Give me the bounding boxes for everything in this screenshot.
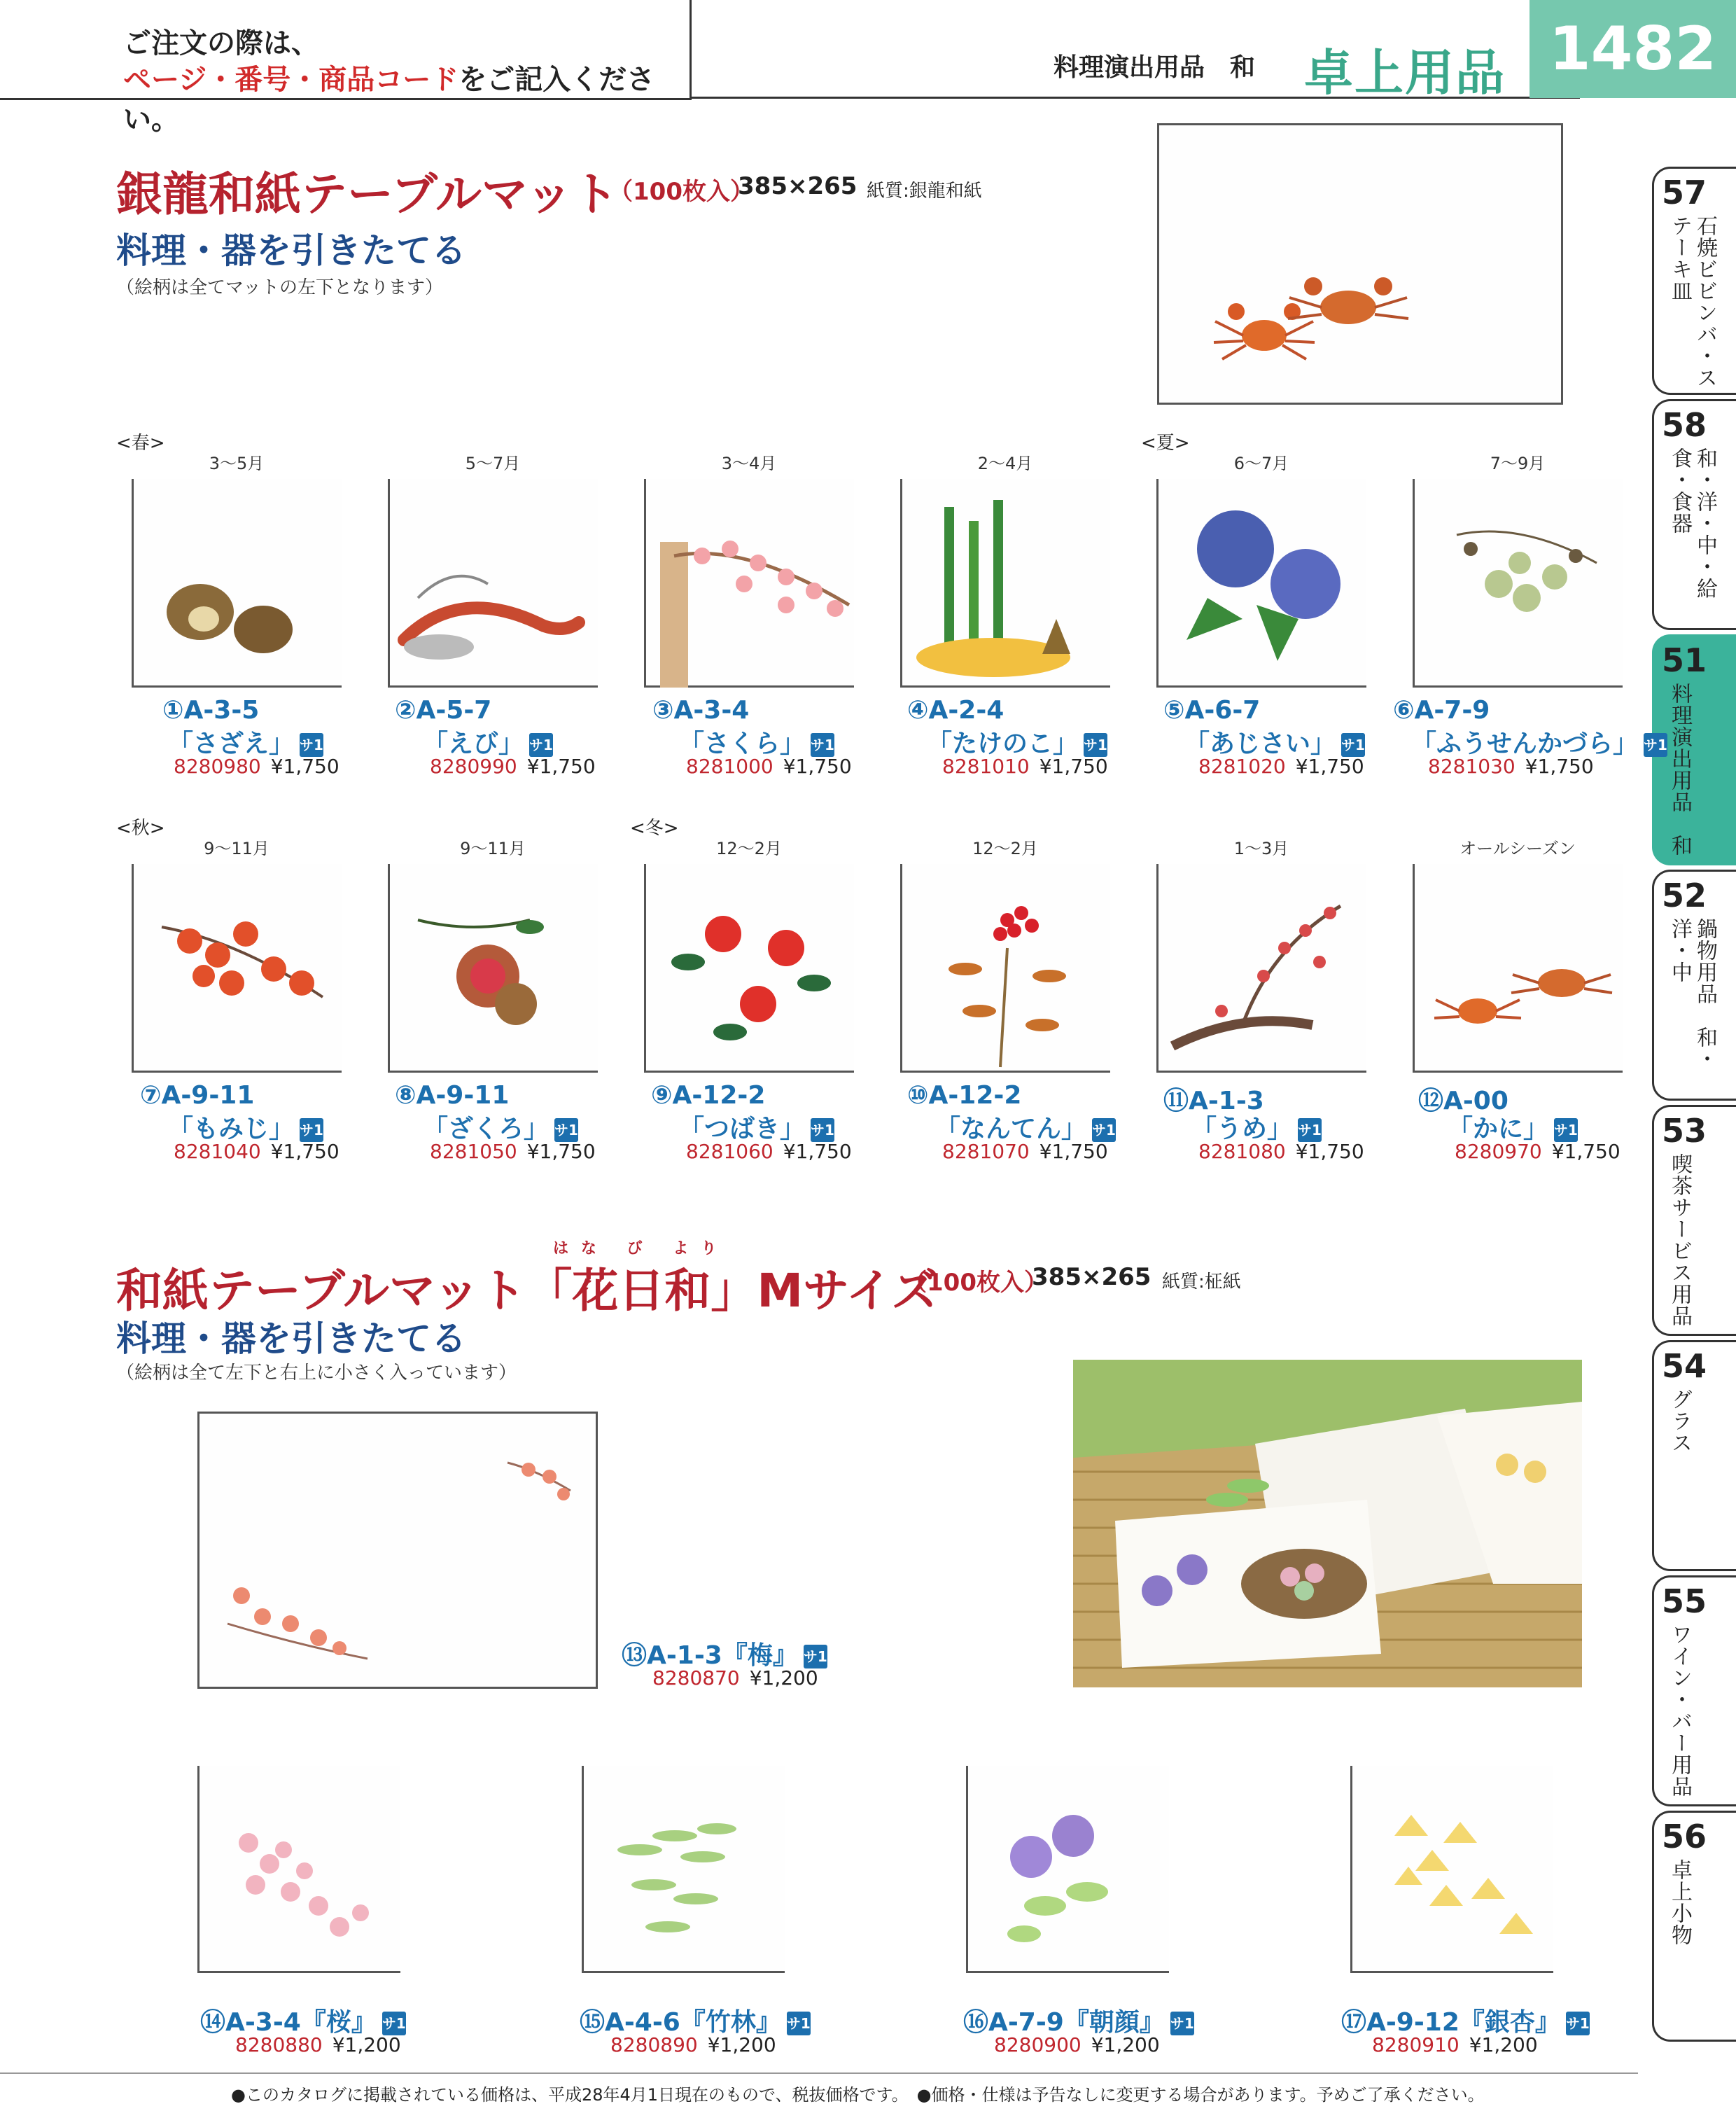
mat-tsubaki — [644, 864, 854, 1073]
mat-ume — [1156, 864, 1366, 1073]
service-badge-icon: サ1 — [1554, 1118, 1578, 1142]
item-price — [942, 1140, 1108, 1163]
side-tab-label: ワイン・バー用品 — [1667, 1624, 1692, 1797]
ume-hanabiyori-illustration — [200, 1414, 600, 1691]
order-note-line2 — [123, 57, 690, 137]
service-badge-icon: サ1 — [300, 1118, 323, 1142]
mat-icho-hanabiyori — [1350, 1766, 1553, 1973]
service-badge-icon: サ1 — [382, 2012, 406, 2035]
item-months: 3～5月 — [209, 454, 265, 473]
item-name-text: 「うめ」 — [1191, 1115, 1293, 1143]
item-code: ④A-2-4 — [907, 696, 1004, 725]
product-code: 8281010 — [942, 755, 1030, 778]
mat-chikurin-hanabiyori — [582, 1766, 785, 1973]
price-value: ¥1,750 — [526, 1140, 596, 1163]
item-months: 9～11月 — [460, 839, 526, 858]
item-months: 5～7月 — [465, 454, 521, 473]
season-spring-label: <春> — [116, 433, 165, 454]
item-price — [942, 755, 1108, 778]
side-tab-number: 55 — [1661, 1582, 1707, 1620]
item-name-text: 「ざくろ」 — [423, 1115, 550, 1143]
item-months: 12～2月 — [716, 839, 782, 858]
order-note-rest: をご記入ください。 — [123, 64, 655, 136]
item-price — [686, 755, 852, 778]
item-price — [1428, 755, 1594, 778]
item-months: 1～3月 — [1233, 839, 1289, 858]
product-code: 8281080 — [1198, 1140, 1286, 1163]
side-tab-number: 51 — [1661, 641, 1707, 679]
item-months: 9～11月 — [204, 839, 270, 858]
service-badge-icon: サ1 — [1298, 1118, 1322, 1142]
side-tab-56[interactable] — [1652, 1811, 1736, 2042]
mat-fusenkazura — [1413, 479, 1623, 688]
item-price — [994, 2033, 1160, 2056]
section2-tagline: 料理・器を引きたてる — [116, 1318, 466, 1359]
mat-ebi — [388, 479, 598, 688]
item-code: ⑤A-6-7 — [1163, 696, 1261, 725]
side-tab-label: 喫茶サービス用品 — [1667, 1153, 1692, 1327]
section1-size: 385×265 — [738, 172, 858, 200]
footer-rule — [0, 2072, 1638, 2074]
kani-illustration — [1415, 864, 1625, 1073]
footer-note: ●このカタログに掲載されている価格は、平成28年4月1日現在のもので、税抜価格です。 ●価格・仕様は予告なしに変更する場合があります。予めご了承ください。 — [231, 2085, 1485, 2105]
service-badge-icon: サ1 — [300, 733, 323, 757]
item-name-text: 「たけのこ」 — [927, 730, 1079, 758]
product-code: 8281050 — [430, 1140, 517, 1163]
item-name-text: 「かに」 — [1448, 1115, 1549, 1143]
item-code: ⑥A-7-9 — [1393, 696, 1490, 725]
price-value: ¥1,200 — [707, 2033, 776, 2056]
product-code: 8281060 — [686, 1140, 774, 1163]
item-price — [174, 1140, 340, 1163]
side-tab-number: 57 — [1661, 174, 1707, 211]
service-badge-icon: サ1 — [554, 1118, 578, 1142]
side-tab-label: 鍋物用品 和・洋・中 — [1667, 918, 1717, 1070]
side-tab-number: 54 — [1661, 1347, 1707, 1385]
service-badge-icon: サ1 — [1644, 733, 1667, 757]
mat-nanten — [900, 864, 1110, 1073]
price-value: ¥1,750 — [1295, 755, 1364, 778]
ume-illustration — [1158, 864, 1368, 1073]
section2-material: 紙質:柾紙 — [1162, 1271, 1241, 1293]
product-code: 8281040 — [174, 1140, 261, 1163]
product-photo — [1073, 1360, 1582, 1687]
page-number: 1482 — [1530, 0, 1736, 98]
side-tab-label: グラス — [1667, 1388, 1692, 1454]
price-value: ¥1,750 — [1295, 1140, 1364, 1163]
ajisai-illustration — [1158, 479, 1368, 688]
side-tab-label: 和・洋・中・給食・食器 — [1667, 447, 1717, 599]
mat-asagao-hanabiyori — [966, 1766, 1169, 1973]
product-code: 8280910 — [1372, 2033, 1460, 2056]
sample-mat-crab — [1157, 123, 1563, 405]
mat-zakuro — [388, 864, 598, 1073]
item-months: 7～9月 — [1490, 454, 1546, 473]
momiji-illustration — [134, 864, 344, 1073]
item-code: ⑫A-00 — [1418, 1087, 1508, 1115]
price-value: ¥1,200 — [332, 2033, 401, 2056]
section2-qty: （100枚入） — [903, 1269, 1048, 1297]
side-tab-label: 石焼ビビンバ・ステーキ皿 — [1667, 215, 1717, 389]
side-tab-number: 52 — [1661, 877, 1707, 914]
item-code-text: ⑭A-3-4『桜』 — [200, 2008, 377, 2037]
item-name-text: 「つばき」 — [679, 1115, 806, 1143]
header-subtitle: 料理演出用品 和 — [1054, 53, 1256, 82]
item-code: ⑧A-9-11 — [395, 1081, 510, 1110]
price-value: ¥1,750 — [270, 1140, 340, 1163]
price-value: ¥1,200 — [1091, 2033, 1160, 2056]
table-setting-photo — [1073, 1360, 1582, 1687]
mat-kani — [1413, 864, 1623, 1073]
item-price — [235, 2033, 401, 2056]
product-code: 8280870 — [652, 1666, 740, 1689]
mat-takenoko — [900, 479, 1110, 688]
season-winter-label: <冬> — [630, 818, 679, 839]
section2-title: 和紙テーブルマット「花日和」Mサイズ — [116, 1264, 938, 1318]
item-price — [1372, 2033, 1538, 2056]
item-price — [430, 1140, 596, 1163]
asagao-hanabiyori-illustration — [968, 1766, 1171, 1973]
item-name-text: 「えび」 — [423, 730, 524, 758]
item-code: ①A-3-5 — [162, 696, 260, 725]
chikurin-hanabiyori-illustration — [584, 1766, 787, 1973]
sample-mat-ume — [197, 1412, 598, 1689]
item-price — [1455, 1140, 1620, 1163]
product-code: 8280890 — [610, 2033, 698, 2056]
season-autumn-label: <秋> — [116, 818, 165, 839]
service-badge-icon: サ1 — [1566, 2012, 1590, 2035]
section2-ruby: はな び より — [553, 1240, 729, 1257]
mat-sakura-hanabiyori — [197, 1766, 400, 1973]
price-value: ¥1,750 — [1551, 1140, 1620, 1163]
service-badge-icon: サ1 — [804, 1645, 827, 1668]
item-price — [1198, 755, 1364, 778]
item-code-text: ⑮A-4-6『竹林』 — [580, 2008, 781, 2037]
mat-sazae — [132, 479, 342, 688]
sakura-illustration — [646, 479, 856, 688]
side-tab-label: 卓上小物 — [1667, 1859, 1692, 1946]
order-note-line1: ご注文の際は、 — [123, 27, 319, 60]
item-name-text: 「もみじ」 — [168, 1115, 295, 1143]
side-tab-57[interactable] — [1652, 167, 1736, 395]
zakuro-illustration — [390, 864, 600, 1073]
price-value: ¥1,200 — [1469, 2033, 1538, 2056]
service-badge-icon: サ1 — [1341, 733, 1365, 757]
side-tab-52[interactable] — [1652, 870, 1736, 1101]
item-code: ⑪A-1-3 — [1163, 1087, 1264, 1115]
order-note-box — [0, 0, 692, 136]
service-badge-icon: サ1 — [1092, 1118, 1116, 1142]
side-tab-58[interactable] — [1652, 399, 1736, 630]
price-value: ¥1,750 — [783, 755, 852, 778]
item-code-text: ⑯A-7-9『朝顔』 — [963, 2008, 1165, 2037]
item-months: 6～7月 — [1233, 454, 1289, 473]
side-tab-number: 53 — [1661, 1112, 1707, 1150]
price-value: ¥1,750 — [1039, 1140, 1108, 1163]
service-badge-icon: サ1 — [811, 733, 834, 757]
product-code: 8281070 — [942, 1140, 1030, 1163]
side-tab-55[interactable] — [1652, 1575, 1736, 1806]
item-code: ⑩A-12-2 — [907, 1081, 1022, 1110]
item-price — [652, 1666, 818, 1689]
sazae-illustration — [134, 479, 344, 688]
product-code: 8280990 — [430, 755, 517, 778]
section1-note: （絵柄は全てマットの左下となります） — [116, 277, 443, 298]
item-price — [174, 755, 340, 778]
takenoko-illustration — [902, 479, 1112, 688]
item-name-text: 「なんてん」 — [935, 1115, 1087, 1143]
item-code-text: ⑰A-9-12『銀杏』 — [1341, 2008, 1560, 2037]
order-note-highlight: ページ・番号・商品コード — [123, 64, 459, 96]
mat-momiji — [132, 864, 342, 1073]
side-tab-number: 56 — [1661, 1818, 1707, 1855]
item-months: オールシーズン — [1460, 839, 1576, 858]
item-price — [610, 2033, 776, 2056]
header-title: 卓上用品 — [1304, 44, 1506, 102]
tsubaki-illustration — [646, 864, 856, 1073]
mat-ajisai — [1156, 479, 1366, 688]
price-value: ¥1,200 — [749, 1666, 818, 1689]
item-months: 12～2月 — [972, 839, 1038, 858]
section1-qty: （100枚入） — [609, 178, 754, 206]
item-code: ③A-3-4 — [652, 696, 750, 725]
item-months: 2～4月 — [977, 454, 1033, 473]
side-tab-label: 料理演出用品 和 — [1667, 683, 1692, 856]
mat-sakura — [644, 479, 854, 688]
section2-note: （絵柄は全て左下と右上に小さく入っています） — [116, 1363, 517, 1384]
product-code: 8280980 — [174, 755, 261, 778]
item-name-text: 「あじさい」 — [1184, 730, 1336, 758]
service-badge-icon: サ1 — [1170, 2012, 1194, 2035]
section1-title: 銀龍和紙テーブルマット — [116, 167, 619, 221]
side-tab-number: 58 — [1661, 406, 1707, 444]
product-code: 8280970 — [1455, 1140, 1542, 1163]
sakura-hanabiyori-illustration — [200, 1766, 402, 1973]
item-name-text: 「ふうせんかづら」 — [1411, 730, 1639, 758]
price-value: ¥1,750 — [1525, 755, 1594, 778]
price-value: ¥1,750 — [1039, 755, 1108, 778]
nanten-illustration — [902, 864, 1112, 1073]
item-months: 3～4月 — [721, 454, 777, 473]
item-code: ②A-5-7 — [395, 696, 492, 725]
product-code: 8281030 — [1428, 755, 1516, 778]
item-code-text: ⑬A-1-3『梅』 — [622, 1641, 798, 1670]
product-code: 8281020 — [1198, 755, 1286, 778]
side-tab-54[interactable] — [1652, 1340, 1736, 1571]
product-code: 8281000 — [686, 755, 774, 778]
item-price — [686, 1140, 852, 1163]
item-name-text: 「さざえ」 — [168, 730, 295, 758]
fusenkazura-illustration — [1415, 479, 1625, 688]
item-code: ⑦A-9-11 — [140, 1081, 255, 1110]
item-price — [430, 755, 596, 778]
item-code: ⑨A-12-2 — [651, 1081, 766, 1110]
ebi-illustration — [390, 479, 600, 688]
service-badge-icon: サ1 — [787, 2012, 811, 2035]
price-value: ¥1,750 — [270, 755, 340, 778]
icho-hanabiyori-illustration — [1352, 1766, 1555, 1973]
price-value: ¥1,750 — [526, 755, 596, 778]
price-value: ¥1,750 — [783, 1140, 852, 1163]
service-badge-icon: サ1 — [529, 733, 553, 757]
product-code: 8280900 — [994, 2033, 1082, 2056]
service-badge-icon: サ1 — [811, 1118, 834, 1142]
item-name-text: 「さくら」 — [679, 730, 806, 758]
section1-tagline: 料理・器を引きたてる — [116, 230, 466, 271]
side-tab-53[interactable] — [1652, 1105, 1736, 1336]
item-price — [1198, 1140, 1364, 1163]
service-badge-icon: サ1 — [1084, 733, 1107, 757]
section1-material: 紙質:銀龍和紙 — [867, 181, 982, 202]
crab-illustration — [1159, 125, 1565, 407]
product-code: 8280880 — [235, 2033, 323, 2056]
section2-size: 385×265 — [1032, 1263, 1152, 1291]
season-summer-label: <夏> — [1141, 433, 1190, 454]
